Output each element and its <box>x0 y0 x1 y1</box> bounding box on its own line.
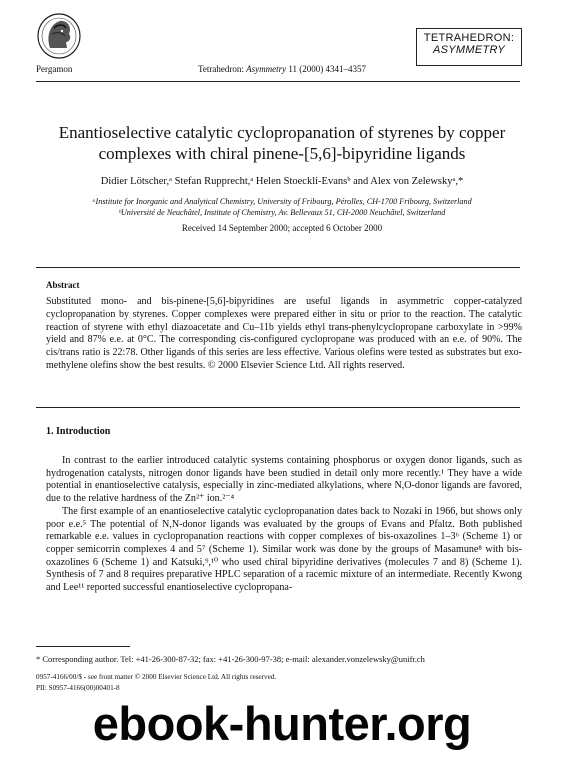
article-title: Enantioselective catalytic cyclopropanation of styrenes by copper complexes with chiral pinene-[5,6]-bipyridine ligands <box>58 123 506 163</box>
section-body <box>46 455 522 595</box>
intro-paragraph-1: In contrast to the earlier introduced catalytic systems containing phosphorus or oxygen donor ligands, such as hydrogenation catalysts, nitrogen donor ligands have been studied in detail only more recently.¹ They have a wide potential in enantioselective catalysis, especially in zinc-mediated alkylations, where N,O-donor ligands are favored, due to the relative hardness of the Zn²⁺ ion.²⁻⁴ <box>46 455 522 505</box>
header-divider <box>36 81 520 82</box>
copyright-line: 0957-4166/00/$ - see front matter © 2000 Elsevier Science Ltd. All rights reserved. <box>36 673 277 681</box>
abstract-bottom-divider <box>36 407 520 408</box>
received-dates: Received 14 September 2000; accepted 6 October 2000 <box>181 223 383 233</box>
pii-line: PII: S0957-4166(00)00401-8 <box>36 684 120 692</box>
publisher-logo-icon <box>36 12 82 60</box>
affiliation-b: ᵇUniversité de Neuchâtel, Institute of Chemistry, Av. Bellevaux 51, CH-2000 Neuchâtel, Switzerland <box>118 208 446 217</box>
abstract-top-divider <box>36 267 520 268</box>
journal-brand-box <box>416 28 522 66</box>
author-affiliations <box>40 196 524 218</box>
journal-box-line1: TETRAHEDRON: <box>423 32 515 44</box>
article-authors: Didier Lötscher,ᵃ Stefan Rupprecht,ᵃ Helen Stoeckli-Evansᵇ and Alex von Zelewskyᵃ,* <box>100 176 464 187</box>
abstract-heading: Abstract <box>46 280 80 290</box>
footnote-divider <box>36 646 130 647</box>
abstract-text: Substituted mono- and bis-pinene-[5,6]-bipyridines are useful ligands in asymmetric copper-catalyzed cyclopropanation by styrenes. Copper complexes were prepared either in situ or prior to the reaction. The catalytic reaction of styrene with ethyl diazoacetate and Cu–11b yields ethyl trans-phenylcyclopropane carboxylate in >99% yield and 87% e.e. at 0°C. The corresponding cis-configured cyclopropane was produced with an e.e. of 90%. The cis/trans ratio is 22:78. Other ligands of this series are less effective. Various olefins were tested as substrates but exo-methylene olefins show the best results. © 2000 Elsevier Science Ltd. All rights reserved. <box>46 296 522 371</box>
affiliation-a: ᵃInstitute for Inorganic and Analytical Chemistry, University of Fribourg, Pérolles, CH-1700 Fribourg, Switzerland <box>92 197 472 206</box>
section-heading: 1. Introduction <box>46 426 111 437</box>
corresponding-author-footnote: * Corresponding author. Tel: +41-26-300-87-32; fax: +41-26-300-97-38; e-mail: alexander.vonzelewsky@unifr.ch <box>36 654 425 664</box>
watermark-text: ebook-hunter.org <box>92 697 472 750</box>
journal-box-line2: ASYMMETRY <box>433 44 505 56</box>
publisher-name: Pergamon <box>36 64 73 74</box>
intro-paragraph-2: The first example of an enantioselective catalytic cyclopropanation dates back to Nozaki in 1966, but shows only poor e.e.⁵ The potential of N,N-donor ligands was evaluated by the groups of Evans and Pfaltz. Both published remarkable e.e. values in cyclopropanation reactions with copper complexes of bis-oxazolines 1–3⁶ (Scheme 1) or copper semicorrin complexes 4 and 5⁷ (Scheme 1). Similar work was done by the groups of Masamune⁸ with bis-oxazolines 6 (Scheme 1) and Katsuki,⁹,¹⁰ who used chiral bipyridine derivatives (molecules 7 and 8) (Scheme 1). Synthesis of 7 and 8 requires preparative HPLC separation of a racemic mixture of an intermediate. Recently Kwong and Lee¹¹ reported successful enantioselective cyclopropana- <box>46 505 522 594</box>
journal-citation: Tetrahedron: Asymmetry 11 (2000) 4341–4357 <box>197 64 367 74</box>
